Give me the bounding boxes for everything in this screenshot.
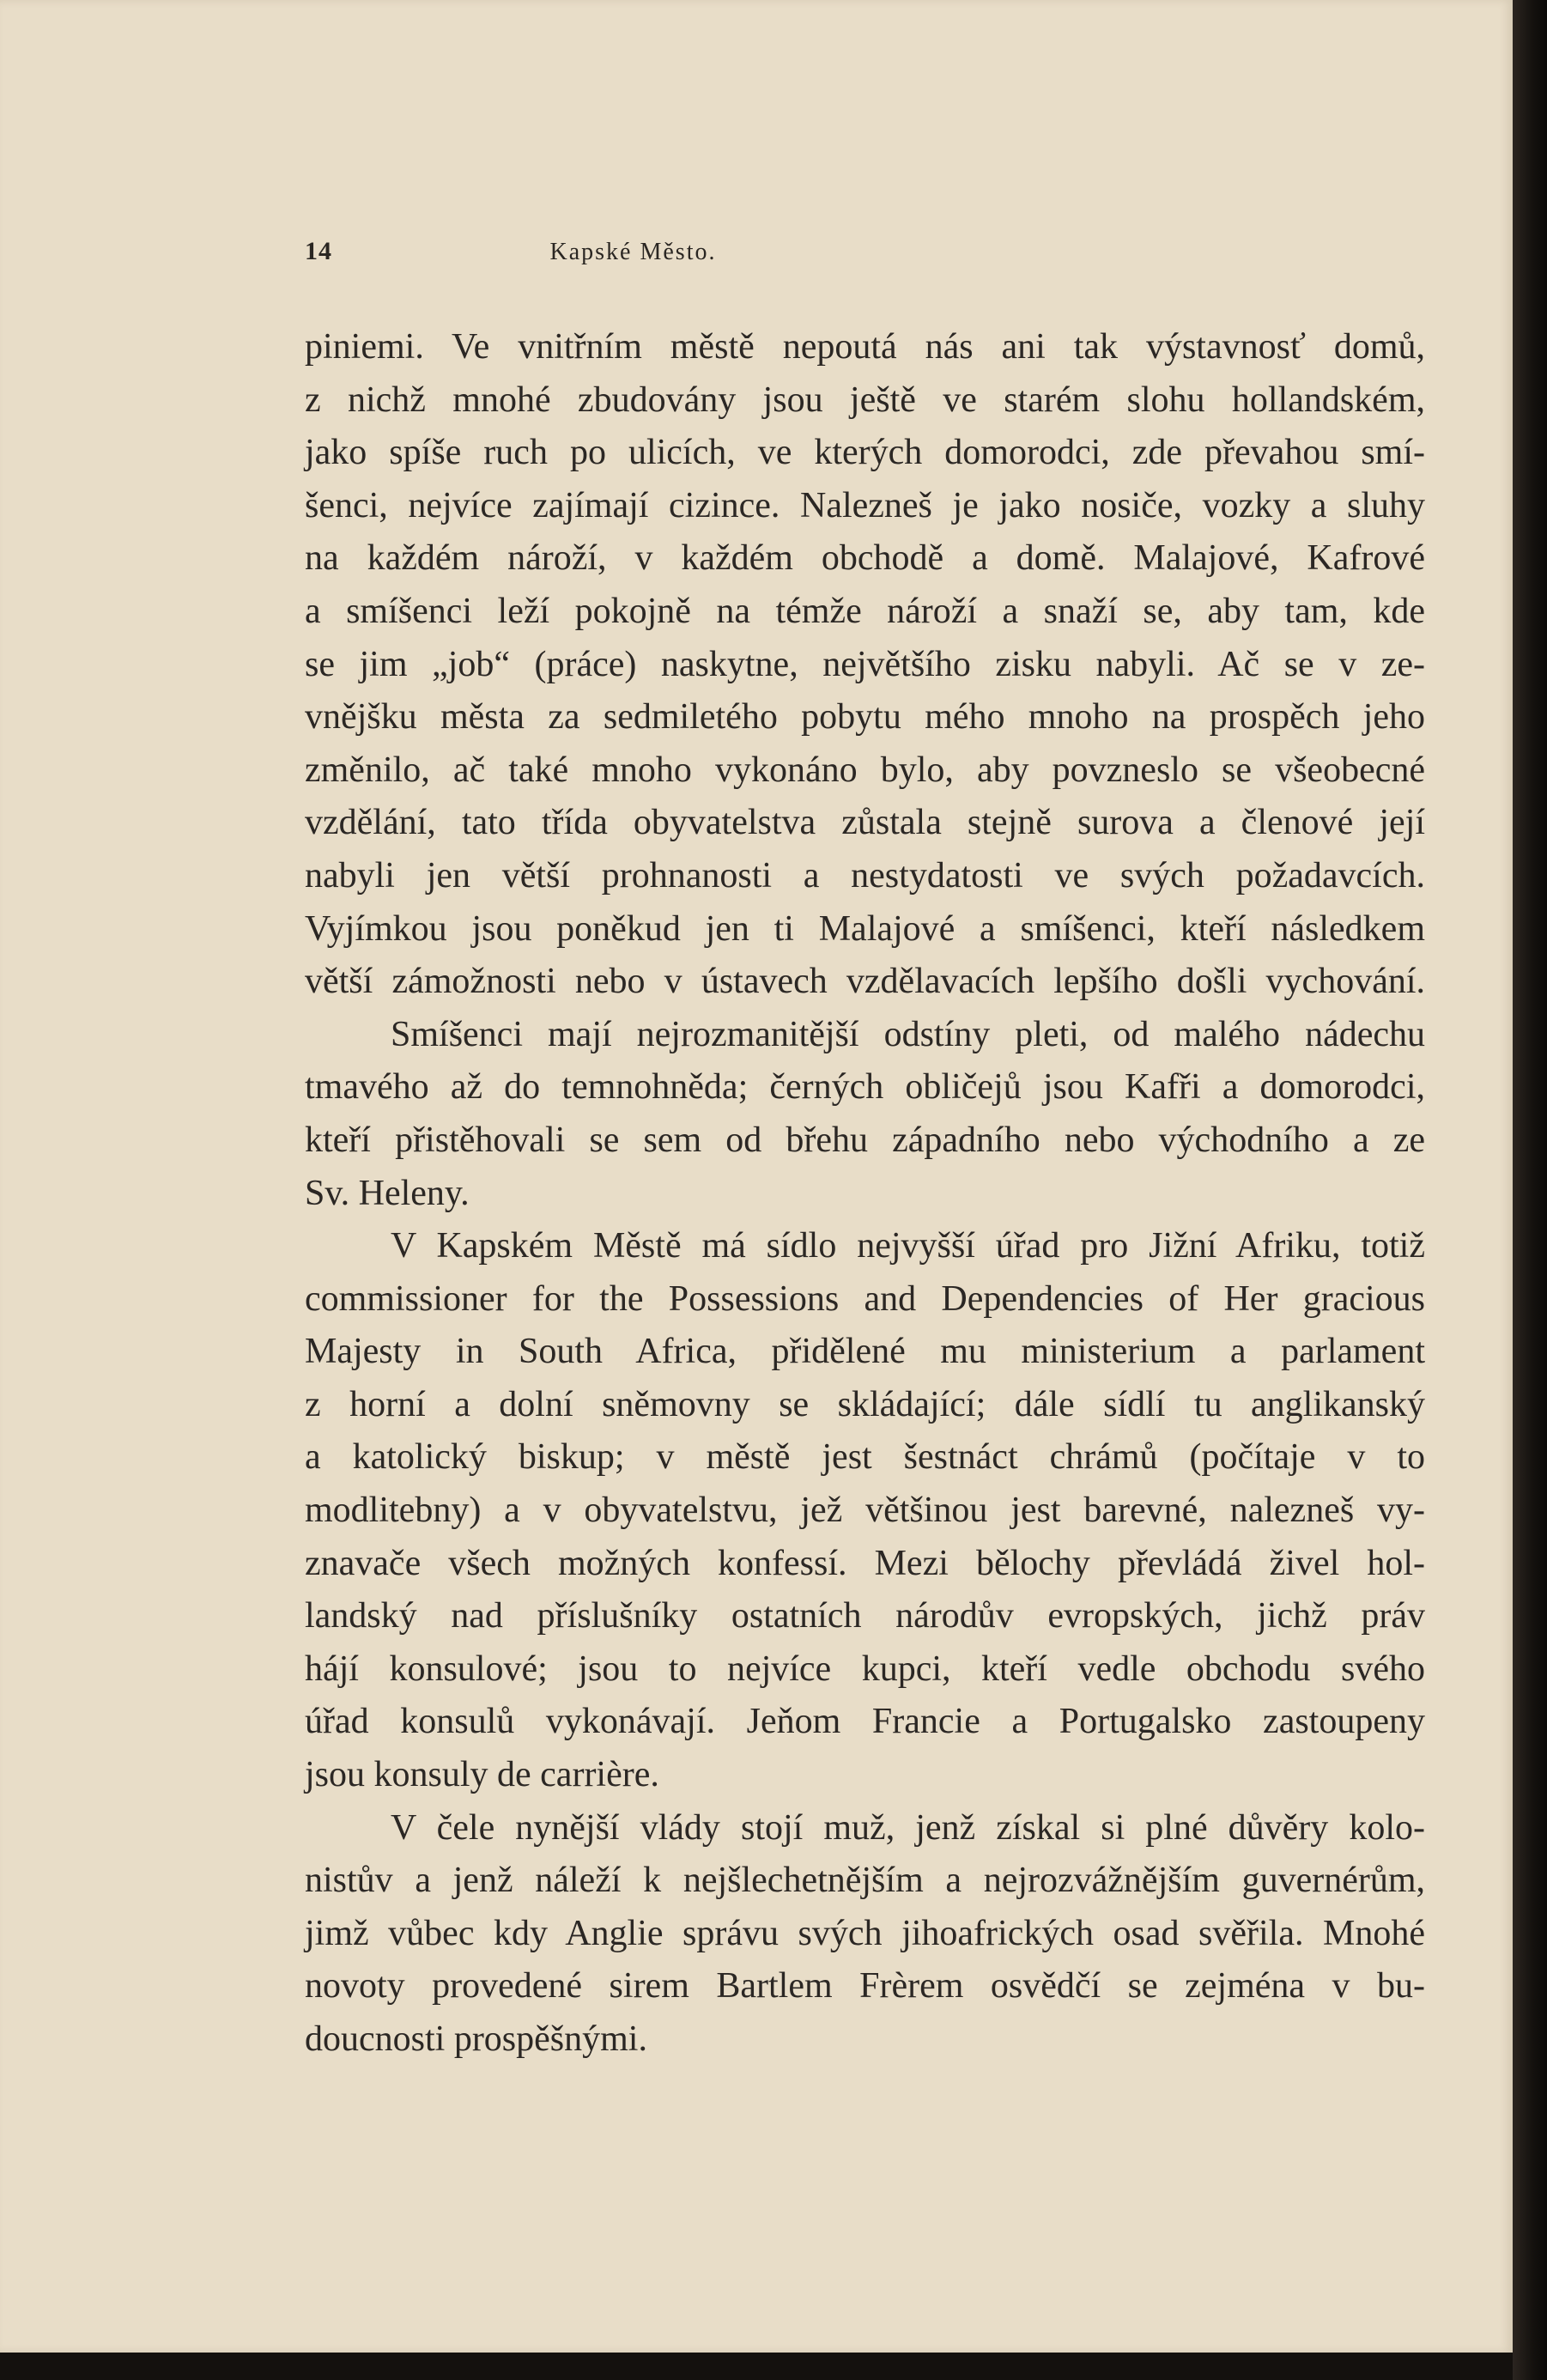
text-line: z nichž mnohé zbudovány jsou ještě ve starém slohu hollandském, — [305, 379, 1425, 420]
page-edge-shadow — [1513, 0, 1547, 2380]
running-head — [305, 237, 962, 275]
text-line: větší zámožnosti nebo v ústavech vzdělavacích lepšího došli vychování. — [305, 962, 1425, 1002]
text-line: znavače všech možných konfessí. Mezi bělochy převládá živel hol- — [305, 1543, 1425, 1583]
text-line: nistův a jenž náleží k nejšlechetnějším a nejrozvážnějším guvernérům, — [305, 1861, 1425, 1901]
page-bottom-shadow — [0, 2353, 1513, 2380]
text-line: commissioner for the Possessions and Dependencies of Her gracious — [305, 1278, 1425, 1319]
paragraph-first-line: Smíšenci mají nejrozmanitější odstíny pleti, od malého nádechu — [391, 1014, 1425, 1054]
text-line: landský nad příslušníky ostatních národův evropských, jichž práv — [305, 1596, 1425, 1636]
paragraph-last-line: jsou konsuly de carrière. — [305, 1755, 659, 1795]
running-title: Kapské Město. — [549, 239, 717, 265]
text-line: jimž vůbec kdy Anglie správu svých jihoafrických osad svěřila. Mnohé — [305, 1913, 1425, 1953]
text-line: a smíšenci leží pokojně na témže nároží a snaží se, aby tam, kde — [305, 591, 1425, 631]
text-line: hájí konsulové; jsou to nejvíce kupci, kteří vedle obchodu svého — [305, 1648, 1425, 1689]
text-line: modlitebny) a v obyvatelstvu, jež většinou jest barevné, nalezneš vy- — [305, 1491, 1425, 1531]
text-line: vzdělání, tato třída obyvatelstva zůstala stejně surova a členové její — [305, 803, 1425, 843]
paragraph-last-line: Sv. Heleny. — [305, 1173, 470, 1213]
paragraph-first-line: V čele nynější vlády stojí muž, jenž získal si plné důvěry kolo- — [391, 1807, 1425, 1848]
text-line: úřad konsulů vykonávají. Jeňom Francie a Portugalsko zastoupeny — [305, 1702, 1425, 1742]
text-line: novoty provedené sirem Bartlem Frèrem osvědčí se zejména v bu- — [305, 1966, 1425, 2007]
text-line: Majesty in South Africa, přidělené mu ministerium a parlament — [305, 1332, 1425, 1372]
text-line: jako spíše ruch po ulicích, ve kterých domorodci, zde převahou smí- — [305, 433, 1425, 473]
text-line: nabyli jen větší prohnanosti a nestydatosti ve svých požadavcích. — [305, 855, 1425, 896]
text-line: a katolický biskup; v městě jest šestnáct chrámů (počítaje v to — [305, 1437, 1425, 1478]
text-line: piniemi. Ve vnitřním městě nepoutá nás ani tak výstavnosť domů, — [305, 327, 1425, 367]
paragraph-last-line: doucnosti prospěšnými. — [305, 2019, 647, 2059]
text-line: šenci, nejvíce zajímají cizince. Nalezneš je jako nosiče, vozky a sluhy — [305, 485, 1425, 525]
text-line: na každém nároží, v každém obchodě a domě. Malajové, Kafrové — [305, 538, 1425, 579]
text-line: z horní a dolní sněmovny se skládající; dále sídlí tu anglikanský — [305, 1384, 1425, 1424]
page-number: 14 — [305, 237, 332, 265]
text-line: kteří přistěhovali se sem od břehu západního nebo východního a ze — [305, 1120, 1425, 1160]
text-line: se jim „job“ (práce) naskytne, největšího zisku nabyli. Ač se v ze- — [305, 644, 1425, 684]
text-line: Vyjímkou jsou poněkud jen ti Malajové a smíšenci, kteří následkem — [305, 908, 1425, 949]
paragraph-first-line: V Kapském Městě má sídlo nejvyšší úřad pro Jižní Afriku, totiž — [391, 1226, 1425, 1266]
text-line: vnějšku města za sedmiletého pobytu mého mnoho na prospěch jeho — [305, 697, 1425, 738]
body-text — [305, 321, 1425, 2067]
text-line: tmavého až do temnohněda; černých obličejů jsou Kafři a domorodci, — [305, 1067, 1425, 1108]
text-line: změnilo, ač také mnoho vykonáno bylo, aby povzneslo se všeobecné — [305, 750, 1425, 790]
